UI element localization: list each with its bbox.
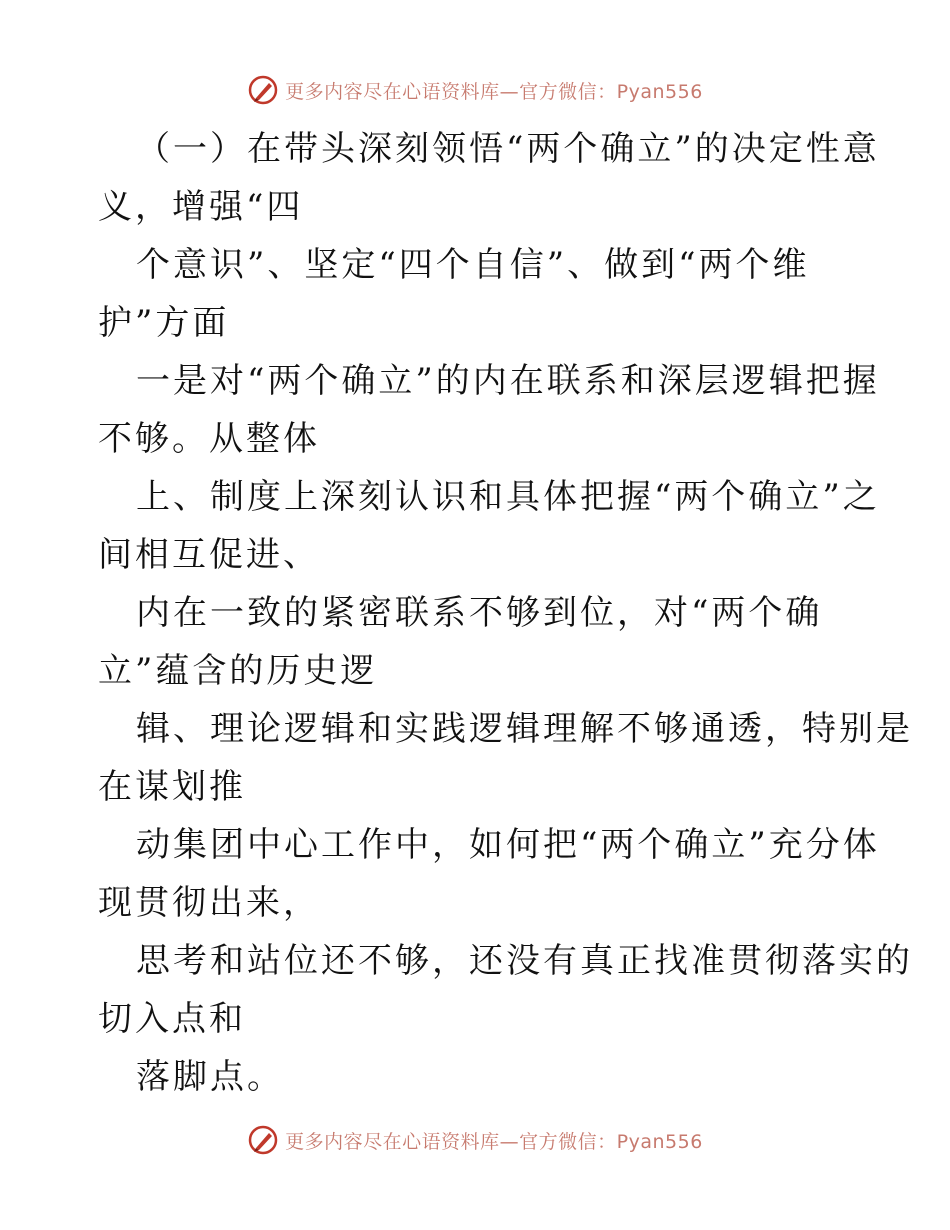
footer-watermark-text: 更多内容尽在心语资料库—官方微信：Pyan556 [285,1130,703,1153]
text-line: 立”蕴含的历史逻 [98,651,378,691]
text-line: 不够。从整体 [98,419,320,459]
pen-logo-icon [247,74,279,106]
header-watermark-banner [0,70,950,110]
text-line: （一）在带头深刻领悟“两个确立”的决定性意 [136,129,880,169]
text-line: 在谋划推 [98,767,246,807]
text-line: 间相互促进、 [98,535,320,575]
text-line: 护”方面 [98,303,230,343]
text-line: 现贯彻出来， [98,883,320,923]
text-line: 内在一致的紧密联系不够到位，对“两个确 [136,593,823,633]
text-line: 个意识”、坚定“四个自信”、做到“两个维 [136,245,810,285]
text-line: 一是对“两个确立”的内在联系和深层逻辑把握 [136,361,880,401]
text-line: 落脚点。 [136,1057,284,1097]
text-line: 辑、理论逻辑和实践逻辑理解不够通透，特别是 [136,709,913,749]
text-line: 思考和站位还不够，还没有真正找准贯彻落实的 [136,941,913,981]
pen-logo-icon [247,1124,279,1156]
text-line: 切入点和 [98,999,246,1039]
text-line: 义，增强“四 [98,187,304,227]
text-line: 动集团中心工作中，如何把“两个确立”充分体 [136,825,880,865]
document-body [98,120,913,1106]
footer-watermark-banner [0,1120,950,1160]
header-watermark-text: 更多内容尽在心语资料库—官方微信：Pyan556 [285,80,703,103]
text-line: 上、制度上深刻认识和具体把握“两个确立”之 [136,477,880,517]
